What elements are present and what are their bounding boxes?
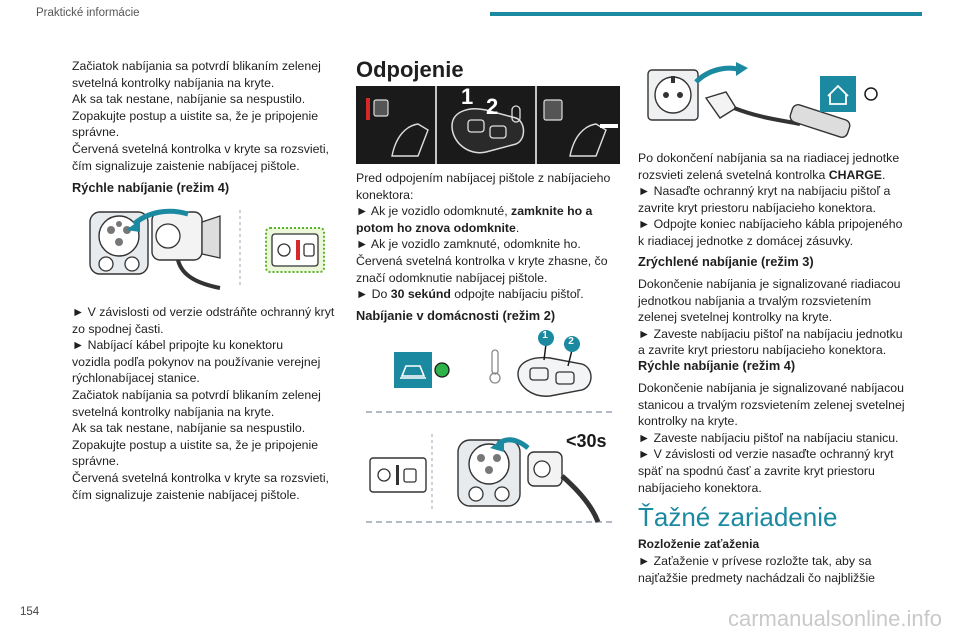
intro-line: Ak sa tak nestane, nabíjanie sa nespustilo. (72, 92, 306, 107)
body-line: ► V závislosti od verzie odstráňte ochranný kryt (72, 305, 335, 319)
body-line: rýchlonabíjacej stanice. (72, 371, 200, 386)
intro-line: čím signalizuje zaistenie nabíjacej pištole. (72, 158, 300, 173)
body-line: zo spodnej časti. (72, 321, 164, 336)
page-number: 154 (20, 606, 40, 618)
body-line: zavrite kryt priestoru nabíjacieho konektora. (638, 200, 876, 215)
body-line: jednotkou nabíjania a trvalým rozsvietením (638, 293, 872, 308)
body-line: k riadiacej jednotke z domácej zásuvky. (638, 234, 854, 248)
body-line: Dokončenie nabíjania je signalizované riadiacou (638, 277, 901, 291)
body-line: nabíjacieho konektora. (638, 480, 762, 495)
body-line: ► Zaveste nabíjaciu pištoľ na nabíjaciu jednotku (638, 326, 903, 341)
running-header: Praktické informácie (36, 7, 140, 19)
home-charging-illustration (366, 330, 616, 526)
body-line: rozsvieti zelená svetelná kontrolka CHARGE. (638, 167, 886, 182)
figure-number-one: 1 (461, 84, 474, 109)
heading-towing: Ťažné zariadenie (638, 502, 838, 532)
body-line: konektora: (356, 187, 414, 202)
body-line: zelenej svetelnej kontrolky na kryte. (638, 310, 833, 325)
body-line: Začiatok nabíjania sa potvrdí blikaním zelenej (72, 388, 321, 402)
body-line: Ak sa tak nestane, nabíjanie sa nespustilo. (72, 421, 306, 436)
fast-charge-connector-illustration (70, 202, 342, 290)
watermark: carmanualsonline.info (727, 606, 942, 631)
body-line: a zavrite kryt priestoru nabíjacieho konektora. (638, 343, 887, 358)
intro-line: správne. (72, 125, 120, 140)
body-line: Pred odpojením nabíjacej pištole z nabíjacieho (356, 171, 611, 185)
step-badge-1: 1 (542, 330, 548, 341)
heading-disconnection: Odpojenie (356, 57, 464, 82)
header-accent-bar (490, 12, 922, 16)
intro-line: Zopakujte postup a uistite sa, že je pripojenie (72, 108, 319, 123)
body-line: ► Ak je vozidlo zamknuté, odomknite ho. (356, 237, 581, 252)
home-outlet-disconnect-illustration (640, 62, 900, 144)
body-line: ► Nabíjací kábel pripojte ku konektoru (72, 338, 284, 353)
heading-accelerated-charging: Zrýchlené nabíjanie (režim 3) (638, 254, 814, 269)
body-line: Po dokončení nabíjania sa na riadiacej jednotke (638, 151, 900, 165)
subheading-load-distribution: Rozloženie zaťaženia (638, 537, 760, 551)
body-line: ► Odpojte koniec nabíjacieho kábla pripojeného (638, 217, 903, 232)
body-line: ► Ak je vozidlo odomknuté, zamknite ho a (356, 204, 593, 219)
body-line: čím signalizuje zaistenie nabíjacej pištole. (72, 487, 300, 502)
intro-line: Začiatok nabíjania sa potvrdí blikaním zelenej (72, 59, 321, 73)
body-line: kontrolky na kryte. (638, 414, 738, 429)
figure-number-two: 2 (486, 94, 499, 119)
body-line: Červená svetelná kontrolka v kryte sa rozsvieti, (72, 471, 329, 485)
body-line: ► Zaveste nabíjaciu pištoľ na nabíjaciu stanicu. (638, 430, 899, 445)
body-line: vozidla podľa pokynov na používanie verejnej (72, 354, 321, 369)
body-line: Zopakujte postup a uistite sa, že je pripojenie (72, 437, 319, 452)
intro-line: Červená svetelná kontrolka v kryte sa rozsvieti, (72, 142, 329, 156)
body-line: svetelná kontrolky nabíjania na kryte. (72, 404, 275, 419)
timer-label: <30s (566, 431, 607, 451)
body-line: ► Zaťaženie v prívese rozložte tak, aby sa (638, 554, 872, 568)
body-line: správne. (72, 454, 120, 469)
body-line: Červená svetelná kontrolka v kryte zhasne, čo (356, 254, 608, 268)
heading-fast-charging: Rýchle nabíjanie (režim 4) (72, 180, 230, 195)
body-line: ► Do 30 sekúnd odpojte nabíjaciu pištoľ. (356, 287, 584, 302)
heading-fast-charging-2: Rýchle nabíjanie (režim 4) (638, 358, 796, 373)
body-line: ► V závislosti od verzie nasaďte ochranný kryt (638, 447, 894, 462)
intro-line: svetelná kontrolky nabíjania na kryte. (72, 75, 275, 90)
body-line: najťažšie predmety nachádzali čo najbližšie (638, 570, 876, 585)
body-line: Dokončenie nabíjania je signalizované nabíjacou (638, 381, 904, 395)
body-line: potom ho znova odomknite. (356, 220, 520, 235)
body-line: späť na spodnú časť a zavrite kryt priestoru (638, 464, 875, 478)
body-line: značí odomknutie nabíjacej pištole. (356, 270, 548, 285)
body-line: ► Nasaďte ochranný kryt na nabíjaciu pištoľ a (638, 184, 891, 199)
heading-home-charging: Nabíjanie v domácnosti (režim 2) (356, 308, 556, 323)
step-badge-2: 2 (568, 336, 574, 347)
body-line: stanicou a trvalým rozsvietením zelenej svetelnej (638, 397, 905, 412)
